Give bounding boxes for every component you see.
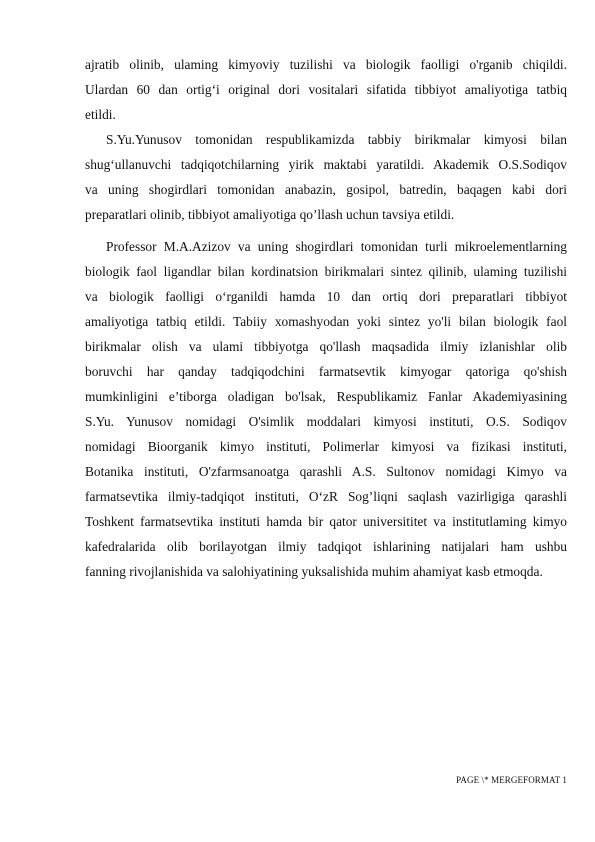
paragraph-1-line-2: Ulardan 60 dan ortig‘i original dori vositalari sifatida tibbiyot amaliyotiga tatbiq	[85, 82, 567, 97]
paragraph-3-line-1: Professor M.A.Azizov va uning shogirdlari tomonidan turli mikroelementlarning	[106, 239, 567, 254]
paragraph-3-line-6: boruvchi har qanday tadqiqodchini farmatsevtik kimyogar qatoriga qo'shish	[85, 364, 567, 379]
paragraph-3-line-9: nomidagi Bioorganik kimyo instituti, Polimerlar kimyosi va fizikasi instituti,	[85, 439, 567, 454]
paragraph-3-line-11: farmatsevtika ilmiy-tadqiqot instituti, O‘zR Sog’liqni saqlash vazirligiga qarashli	[85, 489, 567, 504]
paragraph-2-line-1: S.Yu.Yunusov tomonidan respublikamizda tabbiy birikmalar kimyosi bilan	[106, 132, 567, 147]
paragraph-3-line-5: birikmalar olish va ulami tibbiyotga qo'llash maqsadida ilmiy izlanishlar olib	[85, 339, 567, 354]
paragraph-3-line-7: mumkinligini e’tiborga oladigan bo'lsak, Respublikamiz Fanlar Akademiyasining	[85, 389, 567, 404]
paragraph-3-line-13: kafedralarida olib borilayotgan ilmiy tadqiqot ishlarining natijalari ham ushbu	[85, 539, 567, 554]
paragraph-3-line-10: Botanika instituti, O'zfarmsanoatga qarashli A.S. Sultonov nomidagi Kimyo va	[85, 464, 567, 479]
page-number-footer: PAGE \* MERGEFORMAT 1	[456, 775, 567, 785]
paragraph-3-line-2: biologik faol ligandlar bilan kordinatsion birikmalari sintez qilinib, ulaming tuzilishi	[85, 264, 567, 279]
paragraph-1-line-3: etildi.	[85, 107, 116, 122]
paragraph-3-line-4: amaliyotiga tatbiq etildi. Tabiiy xomashyodan yoki sintez yo'li bilan biologik faol	[85, 314, 567, 329]
paragraph-2-line-3: va uning shogirdlari tomonidan anabazin, gosipol, batredin, baqagen kabi dori	[85, 182, 567, 197]
paragraph-2-line-2: shug‘ullanuvchi tadqiqotchilarning yirik maktabi yaratildi. Akademik O.S.Sodiqov	[85, 157, 567, 172]
paragraph-3-line-3: va biologik faolligi o‘rganildi hamda 10 dan ortiq dori preparatlari tibbiyot	[85, 289, 567, 304]
paragraph-1-line-1: ajratib olinib, ulaming kimyoviy tuzilishi va biologik faolligi o'rganib chiqildi.	[85, 57, 567, 72]
paragraph-3-line-8: S.Yu. Yunusov nomidagi O'simlik moddalari kimyosi instituti, O.S. Sodiqov	[85, 414, 567, 429]
paragraph-3-line-14: fanning rivojlanishida va salohiyatining yuksalishida muhim ahamiyat kasb etmoqda.	[85, 564, 543, 579]
paragraph-2-line-4: preparatlari olinib, tibbiyot amaliyotiga qo’llash uchun tavsiya etildi.	[85, 207, 455, 222]
paragraph-3-line-12: Toshkent farmatsevtika instituti hamda bir qator universititet va institutlaming kimyo	[85, 514, 567, 529]
